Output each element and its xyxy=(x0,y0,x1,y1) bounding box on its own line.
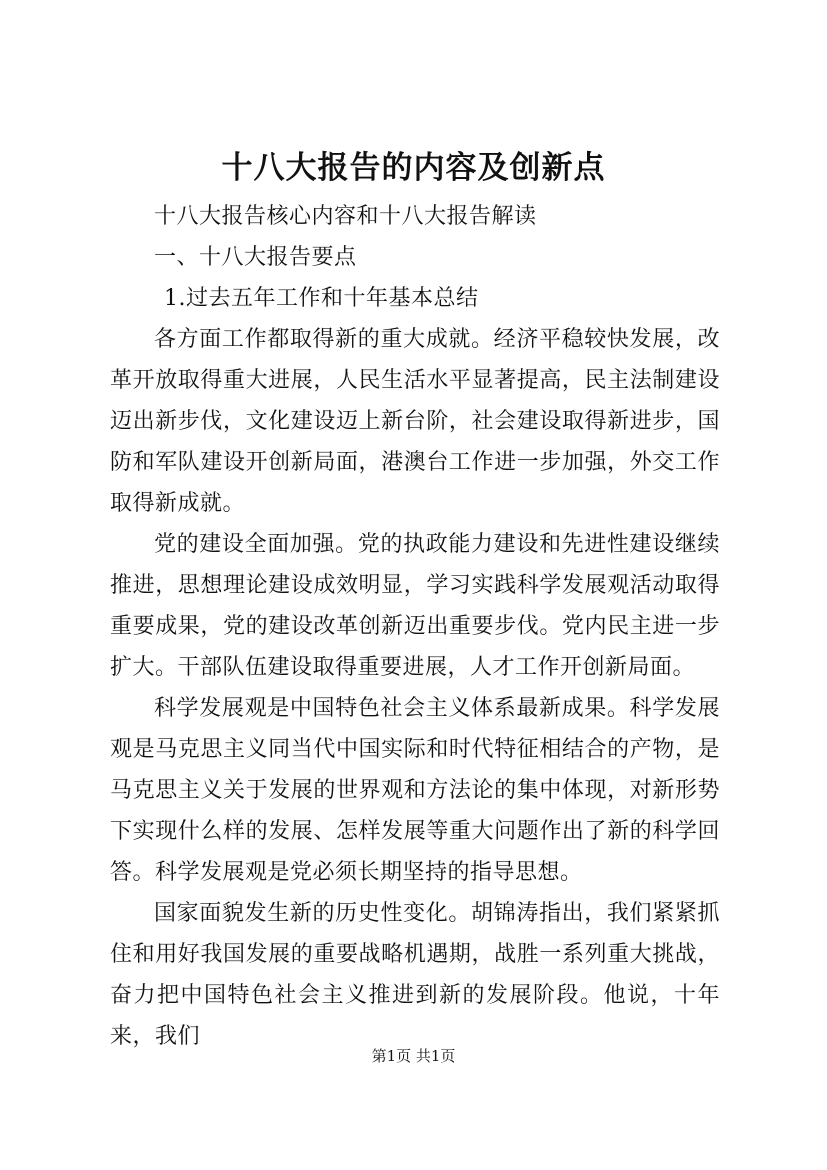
paragraph-party-building: 党的建设全面加强。党的执政能力建设和先进性建设继续推进，思想理论建设成效明显，学习实践科学发展观活动取得重要成果，党的建设改革创新迈出重要步伐。党内民主进一步扩大。干部队伍建设取得重要进展，人才工作开创新局面。 xyxy=(110,532,720,680)
document-title: 十八大报告的内容及创新点 xyxy=(221,150,606,186)
document-body xyxy=(110,196,720,1057)
page-footer: 第1页 共1页 xyxy=(371,1047,456,1065)
paragraph-achievements: 各方面工作都取得新的重大成就。经济平稳较快发展，改革开放取得重大进展，人民生活水平显著提高，民主法制建设迈出新步伐，文化建设迈上新台阶，社会建设取得新进步，国防和军队建设开创新局面，港澳台工作进一步加强，外交工作取得新成就。 xyxy=(110,327,720,516)
paragraph-national-changes: 国家面貌发生新的历史性变化。胡锦涛指出，我们紧紧抓住和用好我国发展的重要战略机遇期，战胜一系列重大挑战，奋力把中国特色社会主义推进到新的发展阶段。他说，十年来，我们 xyxy=(110,901,720,1049)
paragraph-scientific-outlook: 科学发展观是中国特色社会主义体系最新成果。科学发展观是马克思主义同当代中国实际和时代特征相结合的产物，是马克思主义关于发展的世界观和方法论的集中体现，对新形势下实现什么样的发展、怎样发展等重大问题作出了新的科学回答。科学发展观是党必须长期坚持的指导思想。 xyxy=(110,696,720,885)
section-heading: 一、十八大报告要点 xyxy=(154,245,357,270)
subsection-heading: 1.过去五年工作和十年基本总结 xyxy=(164,286,479,311)
document-subtitle: 十八大报告核心内容和十八大报告解读 xyxy=(154,204,537,229)
